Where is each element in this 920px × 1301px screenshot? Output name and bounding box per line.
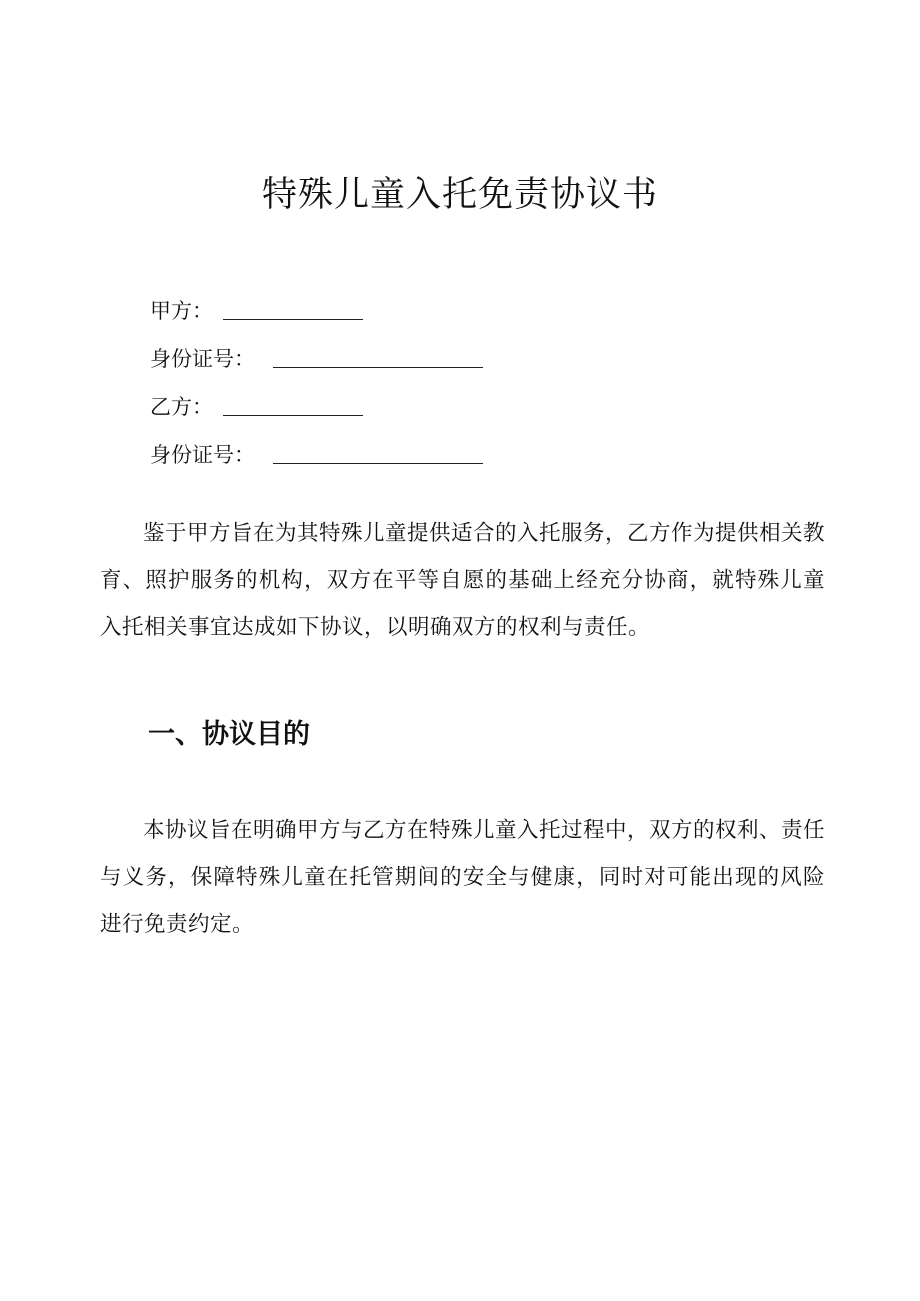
party-a-id-blank-line	[273, 345, 483, 368]
party-a-label: 甲方：	[150, 299, 213, 323]
party-info-block	[150, 278, 483, 470]
section-heading-purpose: 一、协议目的	[148, 719, 310, 750]
party-a-blank-line	[223, 297, 363, 320]
party-a-row	[150, 278, 483, 326]
party-a-id-label: 身份证号：	[150, 347, 255, 371]
party-b-blank-line	[223, 393, 363, 416]
party-a-id-row	[150, 326, 483, 374]
document-title: 特殊儿童入托免责协议书	[261, 175, 658, 215]
party-b-row	[150, 374, 483, 422]
intro-paragraph: 鉴于甲方旨在为其特殊儿童提供适合的入托服务，乙方作为提供相关教育、照护服务的机构，双方在平等自愿的基础上经充分协商，就特殊儿童入托相关事宜达成如下协议，以明确双方的权利与责任。	[100, 521, 826, 640]
party-b-label: 乙方：	[150, 395, 213, 419]
party-b-id-label: 身份证号：	[150, 443, 255, 467]
party-b-id-row	[150, 422, 483, 470]
section-body-purpose: 本协议旨在明确甲方与乙方在特殊儿童入托过程中，双方的权利、责任与义务，保障特殊儿童在托管期间的安全与健康，同时对可能出现的风险进行免责约定。	[100, 818, 826, 937]
party-b-id-blank-line	[273, 441, 483, 464]
